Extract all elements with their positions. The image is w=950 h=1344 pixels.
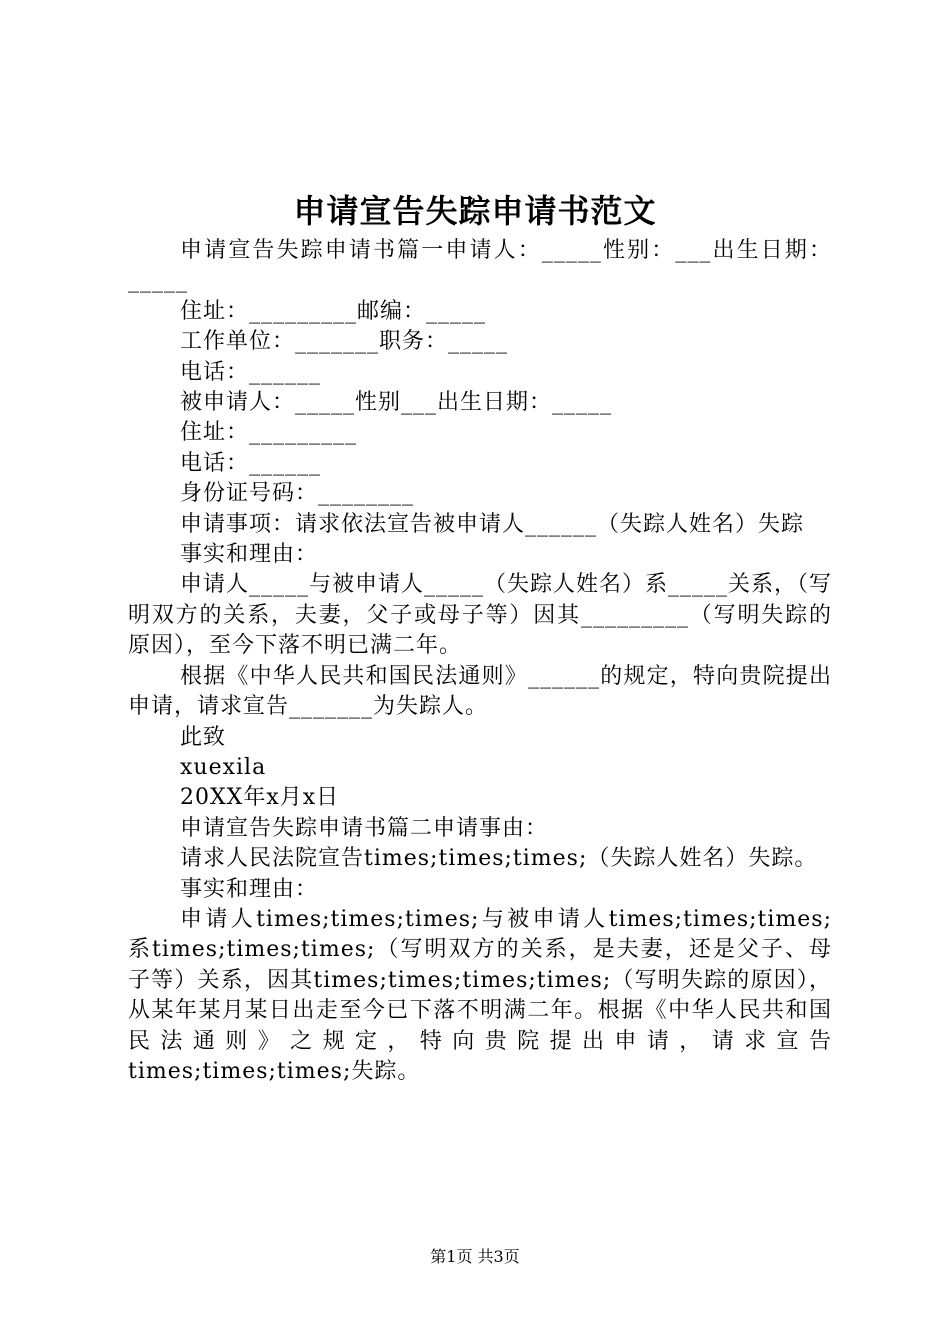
page-number: 第1页 共3页	[430, 1247, 520, 1266]
line-respondent-phone: 电话：______	[180, 450, 322, 476]
heading-facts: 事实和理由：	[180, 542, 319, 568]
line-addressee: xuexila	[180, 754, 267, 780]
line-closing: 此致	[180, 724, 227, 750]
paragraph-request: 申请事项：请求依法宣告被申请人______（失踪人姓名）失踪	[180, 511, 805, 537]
line-employer: 工作单位：_______职务：_____	[180, 329, 509, 355]
line-respondent: 被申请人：_____性别___出生日期：_____	[180, 390, 613, 416]
paragraph-facts: 申请人_____与被申请人_____（失踪人姓名）系_____关系，（写明双方的关系，夫妻，父子或母子等）因其_________（写明失踪的原因），至今下落不明已满二年。	[128, 572, 833, 659]
heading-facts-two: 事实和理由：	[180, 876, 319, 902]
line-respondent-address: 住址：_________	[180, 420, 358, 446]
line-section-two-heading: 申请宣告失踪申请书篇二申请事由：	[180, 815, 549, 841]
paragraph-legal-basis: 根据《中华人民共和国民法通则》______的规定，特向贵院提出申请，请求宣告_______为失踪人。	[128, 663, 832, 720]
paragraph-facts-two: 申请人times;times;times;与被申请人times;times;times;系times;times;times;（写明双方的关系，是夫妻，还是父子、母子等）关系，因其times;times;times;times;（写明失踪的原因），从某年某月某日出走至今已下落不明满二年。根据《中华人民共和国民法通则》之规定，特向贵院提出申请，请求宣告times;times;times;失踪。	[128, 906, 832, 1084]
line-phone: 电话：______	[180, 359, 322, 385]
document-title: 申请宣告失踪申请书范文	[293, 192, 657, 230]
paragraph-request-two: 请求人民法院宣告times;times;times;（失踪人姓名）失踪。	[180, 846, 818, 872]
document-body	[128, 236, 832, 1087]
line-id-number: 身份证号码：________	[180, 481, 415, 507]
line-date: 20XX年x月x日	[180, 785, 340, 811]
paragraph-applicant-info: 申请宣告失踪申请书篇一申请人：_____性别：___出生日期：_____	[128, 238, 832, 294]
line-address: 住址：_________邮编：_____	[180, 298, 487, 324]
